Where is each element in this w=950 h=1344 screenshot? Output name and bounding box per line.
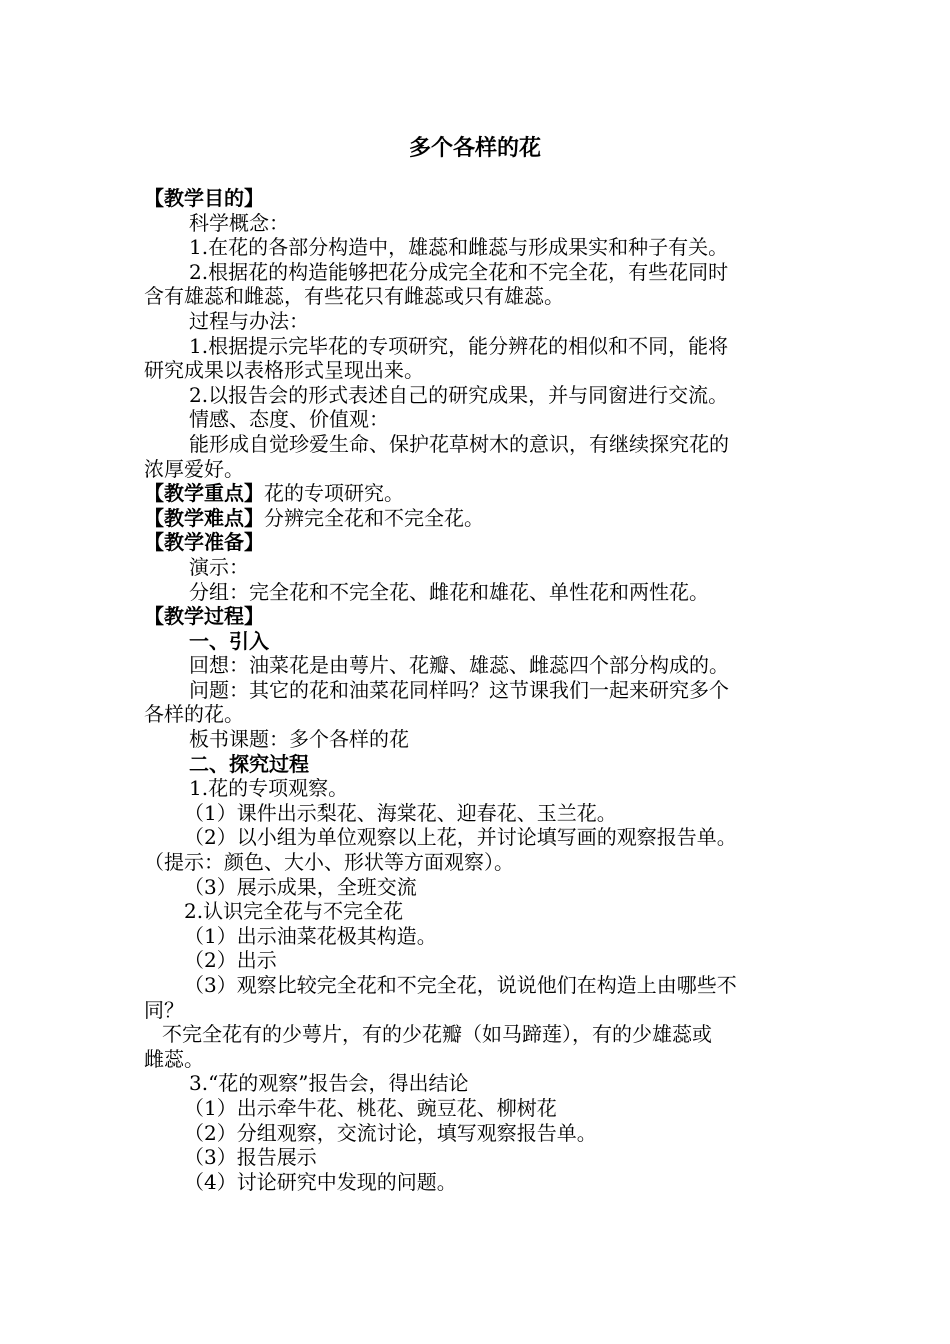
- list-item: （1）课件出示梨花、海棠花、迎春花、玉兰花。: [184, 800, 617, 825]
- paragraph: 回想：油菜花是由萼片、花瓣、雄蕊、雌蕊四个部分构成的。: [189, 653, 729, 678]
- paragraph: 3.“花的观察”报告会，得出结论: [189, 1071, 469, 1096]
- paragraph: 1.根据提示完毕花的专项研究，能分辨花的相似和不同，能将: [189, 333, 729, 358]
- paragraph: 演示：: [189, 554, 249, 579]
- list-item: （2）以小组为单位观察以上花，并讨论填写画的观察报告单。: [184, 825, 737, 850]
- section-heading-objectives: 【教学目的】: [144, 186, 264, 210]
- list-item: （3）观察比较完全花和不完全花，说说他们在构造上由哪些不: [184, 973, 737, 997]
- key-point-line: [144, 481, 808, 506]
- paragraph-continuation: 研究成果以表格形式呈现出来。: [144, 358, 424, 383]
- subheading-attitudes: 情感、态度、价值观：: [189, 407, 389, 432]
- difficulty-line: [144, 506, 808, 531]
- section-heading-preparation: 【教学准备】: [144, 530, 264, 555]
- document-body: [144, 186, 808, 1194]
- paragraph: 问题：其它的花和油菜花同样吗？这节课我们一起来研究多个: [189, 677, 729, 702]
- paragraph: 2.以报告会的形式表述自己的研究成果，并与同窗进行交流。: [189, 382, 729, 407]
- paragraph-continuation: （提示：颜色、大小、形状等方面观察）。: [144, 850, 514, 875]
- paragraph: 分组：完全花和不完全花、雌花和雄花、单性花和两性花。: [189, 579, 709, 604]
- subheading-process-methods: 过程与办法：: [189, 308, 309, 333]
- document-title: 多个各样的花: [408, 136, 541, 161]
- paragraph: 1.在花的各部分构造中，雄蕊和雌蕊与形成果实和种子有关。: [189, 235, 729, 260]
- list-item: （2）出示: [184, 948, 277, 973]
- section-heading-process: 【教学过程】: [144, 604, 264, 629]
- paragraph: 1.花的专项观察。: [189, 776, 349, 801]
- key-point-text: 花的专项研究。: [264, 481, 404, 506]
- paragraph: 板书课题：多个各样的花: [189, 727, 409, 752]
- list-item: （3）展示成果，全班交流: [184, 874, 417, 899]
- list-item: （1）出示油菜花极其构造。: [184, 923, 437, 948]
- list-item: （4）讨论研究中发现的问题。: [184, 1169, 457, 1194]
- paragraph-continuation: 雌蕊。: [144, 1046, 204, 1071]
- section-heading-key-point: 【教学重点】: [144, 481, 264, 506]
- paragraph-continuation: 各样的花。: [144, 702, 244, 727]
- difficulty-text: 分辨完全花和不完全花。: [264, 505, 484, 530]
- paragraph-continuation: 浓厚爱好。: [144, 456, 244, 481]
- section-heading-difficulty: 【教学难点】: [144, 505, 264, 530]
- subheading-science-concepts: 科学概念：: [189, 210, 289, 235]
- paragraph: 2.认识完全花与不完全花: [184, 899, 404, 924]
- paragraph: 能形成自觉珍爱生命、保护花草树木的意识，有继续探究花的: [189, 431, 729, 456]
- paragraph: 不完全花有的少萼片，有的少花瓣（如马蹄莲），有的少雄蕊或: [162, 1022, 712, 1047]
- list-item: （3）报告展示: [184, 1145, 317, 1170]
- list-item: （1）出示牵牛花、桃花、豌豆花、柳树花: [184, 1095, 557, 1120]
- paragraph-continuation: 含有雄蕊和雌蕊，有些花只有雌蕊或只有雄蕊。: [144, 284, 564, 309]
- list-item: （2）分组观察，交流讨论，填写观察报告单。: [184, 1120, 597, 1145]
- subheading-inquiry: 二、探究过程: [189, 751, 309, 776]
- paragraph: 2.根据花的构造能够把花分成完全花和不完全花，有些花同时: [189, 259, 729, 284]
- paragraph-continuation: 同？: [144, 997, 184, 1022]
- subheading-introduction: 一、引入: [189, 628, 269, 653]
